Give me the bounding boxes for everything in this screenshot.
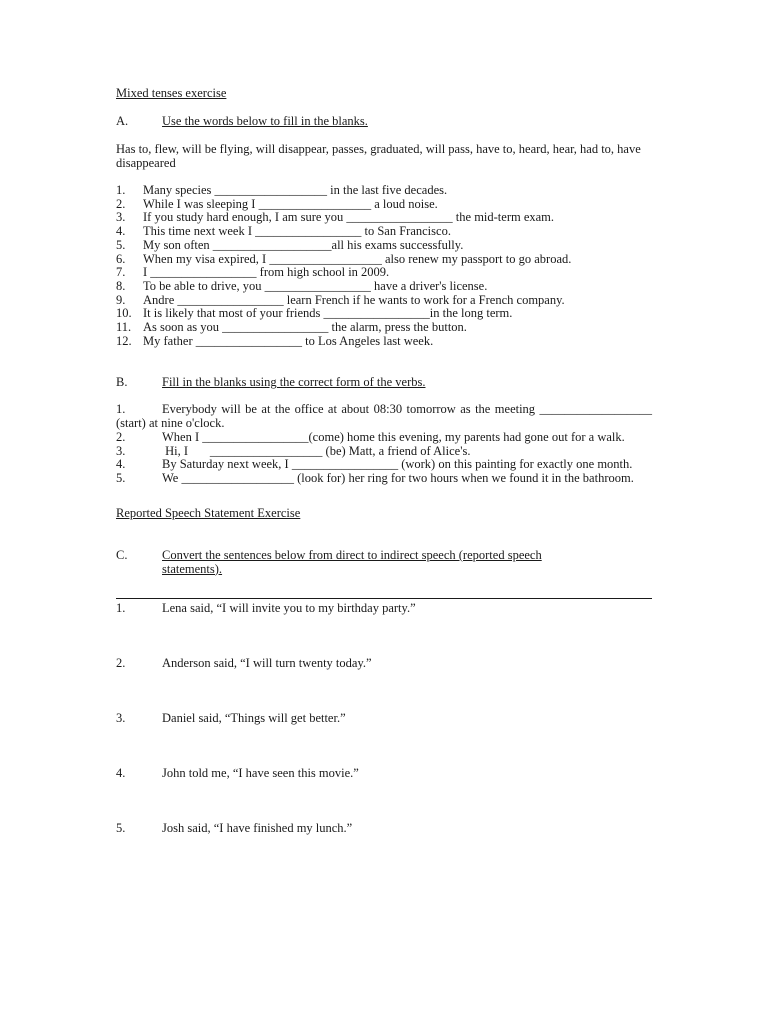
page-title: Mixed tenses exercise [116,86,227,100]
list-item [116,321,652,335]
list-item [116,656,652,670]
word-bank: Has to, flew, will be flying, will disappear, passes, graduated, will pass, have to, heard, hear, had to, have disappeared [116,142,641,170]
section-b-letter: B. [116,375,128,390]
item-text: By Saturday next week, I _________________ (work) on this painting for exactly one month. [162,457,633,472]
item-text: This time next week I _________________ to San Francisco. [143,224,451,239]
list-item [116,198,652,212]
item-number: 6. [116,251,126,266]
list-item [116,239,652,253]
list-item [116,601,652,615]
list-item [116,253,652,267]
section-c-list [116,601,652,835]
section-b-header [116,375,652,389]
list-item [116,211,652,225]
item-number: 1. [116,183,126,197]
list-item [116,431,652,445]
worksheet-page [116,86,652,835]
item-text: While I was sleeping I __________________ a loud noise. [143,196,438,211]
item-number: 5. [116,820,126,835]
item-number: 2. [116,196,126,211]
list-item [116,821,652,835]
reported-speech-title: Reported Speech Statement Exercise [116,505,301,520]
item-number: 9. [116,292,126,307]
item-text: When I _________________(come) home this evening, my parents had gone out for a walk. [162,429,625,444]
item-number: 2. [116,429,126,444]
item-number: 4. [116,765,126,780]
item-text: My father _________________ to Los Angeles last week. [143,333,434,348]
item-number: 5. [116,237,126,252]
list-item [116,458,652,472]
item-text: Many species __________________ in the last five decades. [143,183,448,197]
item-number: 3. [116,710,126,725]
section-b-list [116,403,652,485]
item-text: I _________________ from high school in 2009. [143,265,390,280]
item-text: John told me, “I have seen this movie.” [162,765,359,780]
item-number: 11. [116,320,132,335]
section-c-header [116,548,652,576]
item-text: Hi, I __________________ (be) Matt, a friend of Alice's. [162,443,471,458]
section-b-instruction: Fill in the blanks using the correct form of the verbs. [162,375,426,390]
item-number: 2. [116,655,126,670]
list-item [116,266,652,280]
section-c-instruction: Convert the sentences below from direct to indirect speech (reported speech statements). [162,547,542,576]
item-number: 8. [116,278,126,293]
item-number: 1. [116,402,126,417]
item-text: It is likely that most of your friends _________________in the long term. [143,306,513,321]
item-number: 1. [116,600,126,615]
item-text: Andre _________________ learn French if he wants to work for a French company. [143,292,565,307]
section-a-letter: A. [116,114,129,128]
list-item [116,472,652,486]
item-number: 7. [116,265,126,280]
item-number: 4. [116,457,126,472]
item-number: 4. [116,224,126,239]
list-item [116,280,652,294]
list-item [116,225,652,239]
item-number: 5. [116,470,126,485]
section-c-letter: C. [116,547,128,562]
item-text: When my visa expired, I __________________ also renew my passport to go abroad. [143,251,572,266]
item-number: 3. [116,443,126,458]
item-text: We __________________ (look for) her ring for two hours when we found it in the bathroom. [162,470,634,485]
divider-line [116,598,652,599]
list-item [116,766,652,780]
item-text: My son often ___________________all his exams successfully. [143,237,464,252]
item-text: Lena said, “I will invite you to my birthday party.” [162,600,416,615]
item-text: As soon as you _________________ the alarm, press the button. [143,320,467,335]
section-a-list [116,184,652,348]
item-text: Everybody will be at the office at about 08:30 tomorrow as the meeting __________________ (start) at nine o'clock. [116,402,652,431]
list-item [116,445,652,459]
item-number: 12. [116,333,132,348]
item-text: To be able to drive, you _________________ have a driver's license. [143,278,488,293]
list-item [116,711,652,725]
item-text: Anderson said, “I will turn twenty today.” [162,655,372,670]
section-a-header [116,114,652,128]
item-text: Daniel said, “Things will get better.” [162,710,346,725]
section-a-instruction: Use the words below to fill in the blanks. [162,114,368,128]
item-number: 10. [116,306,132,321]
list-item [116,294,652,308]
item-text: If you study hard enough, I am sure you _________________ the mid-term exam. [143,210,555,225]
list-item [116,307,652,321]
list-item [116,335,652,349]
item-number: 3. [116,210,126,225]
list-item [116,403,652,430]
list-item [116,184,652,198]
item-text: Josh said, “I have finished my lunch.” [162,820,353,835]
